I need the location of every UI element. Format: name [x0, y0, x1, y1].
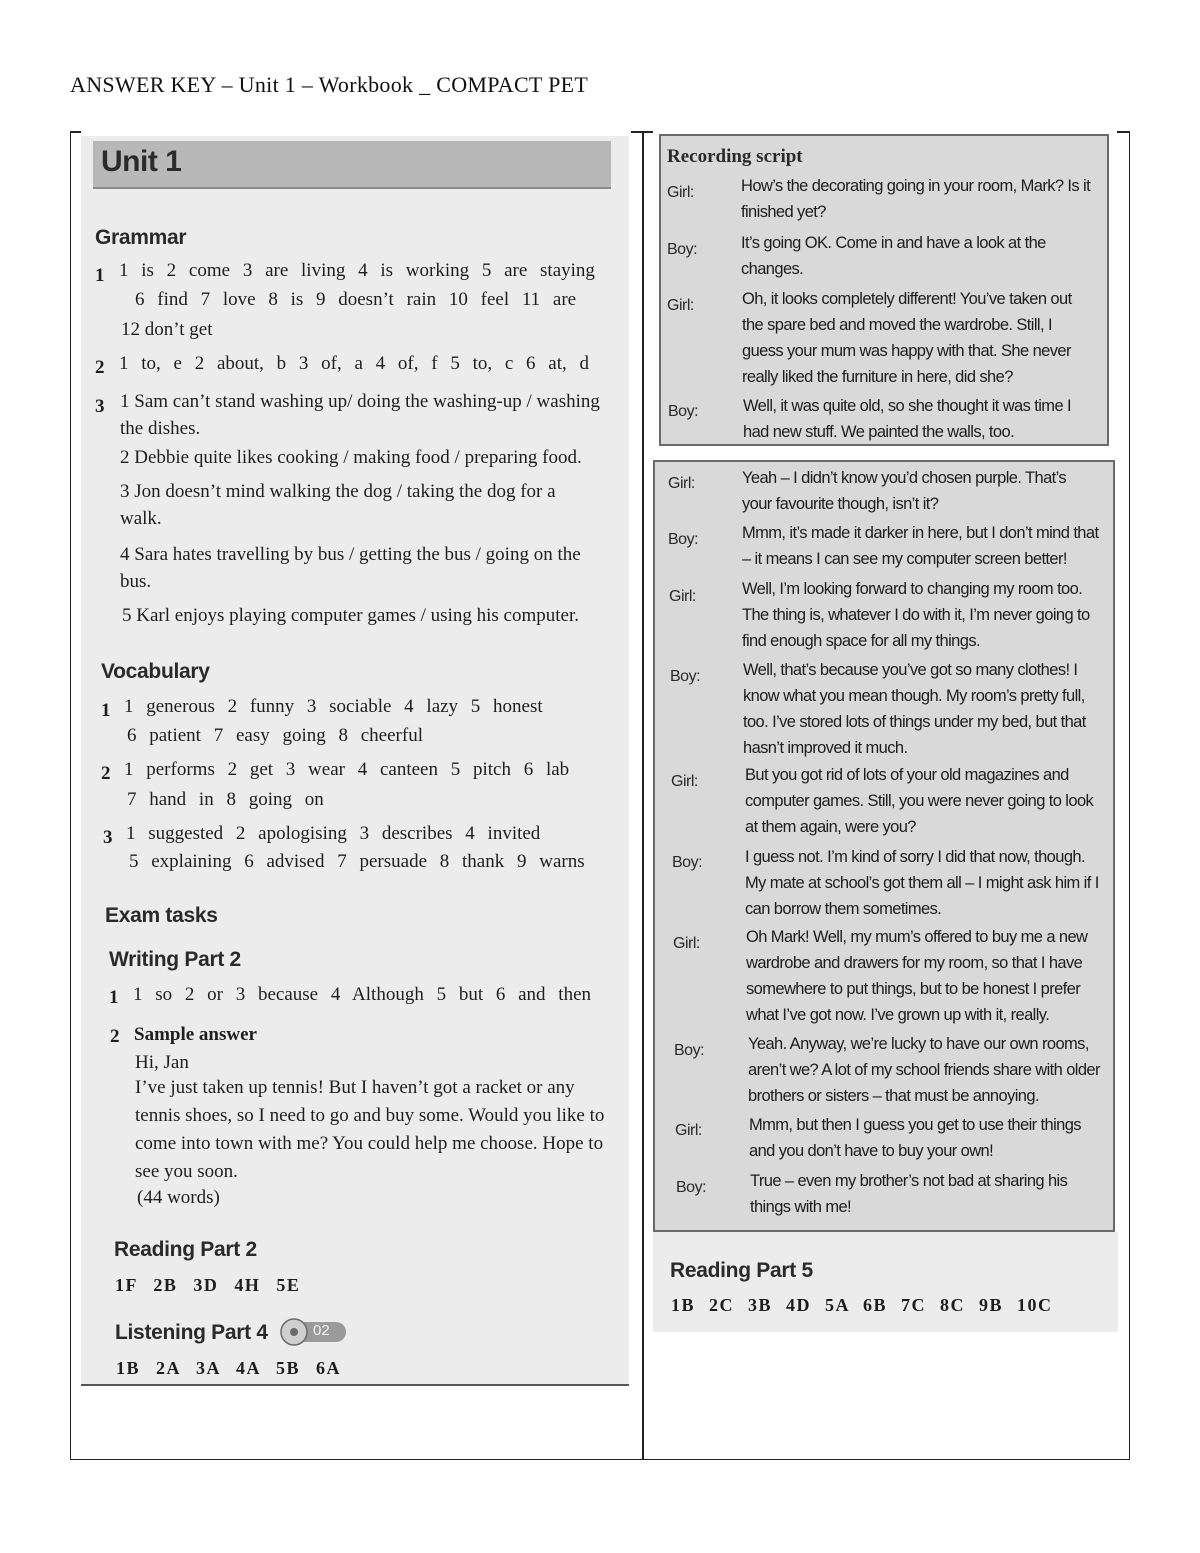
writing-part2-heading: Writing Part 2 [109, 948, 241, 971]
script-line: Well, I’m looking forward to changing my room too. The thing is, whatever I do with it, I’m never going to find enough space for all my things. [742, 580, 1090, 650]
script-line: Oh, it looks completely different! You’ve taken out the spare bed and moved the wardrobe. Still, I guess your mum was happy with that. She never really liked the furniture in here, did she? [742, 290, 1072, 386]
unit-title: Unit 1 [101, 145, 182, 178]
vocab-q1-line2: 6 patient 7 easy going 8 cheerful [127, 725, 423, 746]
sample-greeting: Hi, Jan [135, 1052, 189, 1073]
page-title: ANSWER KEY – Unit 1 – Workbook _ COMPACT PET [70, 72, 589, 97]
script-speaker: Girl: [671, 773, 698, 790]
grammar-q1-number: 1 [95, 265, 105, 286]
reading-part2-answers: 1F 2B 3D 4H 5E [115, 1275, 301, 1295]
grammar-q1-line1: 1 is 2 come 3 are living 4 is working 5 are staying [119, 260, 595, 281]
reading-part5-answers: 1B 2C 3B 4D 5A 6B 7C 8C 9B 10C [671, 1295, 1053, 1315]
grammar-q3-number: 3 [95, 396, 105, 417]
vocab-q2-line2: 7 hand in 8 going on [127, 789, 324, 810]
vocab-q1-line1: 1 generous 2 funny 3 sociable 4 lazy 5 honest [124, 696, 543, 717]
unit-header [93, 141, 611, 189]
script-line: How’s the decorating going in your room, Mark? Is it finished yet? [741, 177, 1091, 221]
grammar-q3-item2: 2 Debbie quite likes cooking / making food / preparing food. [120, 447, 582, 468]
script-speaker: Boy: [676, 1179, 707, 1196]
grammar-q3-item3: 3 Jon doesn’t mind walking the dog / taking the dog for a walk. [120, 481, 556, 529]
script-line: I guess not. I’m kind of sorry I did that now, though. My mate at school’s got them all – I might ask him if I can borrow them sometimes. [745, 848, 1099, 918]
script-speaker: Boy: [668, 403, 699, 420]
script-line: True – even my brother’s not bad at sharing his things with me! [750, 1172, 1068, 1216]
listening-part4-heading: Listening Part 4 [115, 1321, 268, 1344]
script-speaker: Girl: [667, 297, 694, 314]
script-speaker: Girl: [667, 184, 694, 201]
grammar-q3-item5: 5 Karl enjoys playing computer games / using his computer. [122, 605, 579, 626]
recording-script-title: Recording script [667, 146, 803, 167]
script-speaker: Girl: [669, 588, 696, 605]
script-speaker: Boy: [668, 531, 699, 548]
script-speaker: Boy: [670, 668, 701, 685]
column-divider [642, 131, 644, 1459]
sample-word-count: (44 words) [137, 1187, 220, 1208]
listening-track-number: 02 [313, 1322, 330, 1339]
script-speaker: Boy: [674, 1042, 705, 1059]
grammar-heading: Grammar [95, 226, 187, 249]
script-line: Well, it was quite old, so she thought it was time I had new stuff. We painted the walls, too. [743, 397, 1071, 441]
script-line: Well, that’s because you’ve got so many clothes! I know what you mean though. My room’s pretty full, too. I’ve stored lots of things under my bed, but that hasn’t improved it much. [743, 661, 1086, 757]
vocab-q2-line1: 1 performs 2 get 3 wear 4 canteen 5 pitch 6 lab [124, 759, 570, 780]
script-speaker: Boy: [672, 854, 703, 871]
script-line: Mmm, it’s made it darker in here, but I don’t mind that – it means I can see my computer screen better! [742, 524, 1099, 568]
writing-q2-number: 2 [110, 1026, 120, 1047]
script-line: It’s going OK. Come in and have a look at the changes. [741, 234, 1046, 278]
grammar-q3-item1: 1 Sam can’t stand washing up/ doing the washing-up / washing the dishes. [120, 391, 600, 439]
sample-answer-body: I’ve just taken up tennis! But I haven’t got a racket or any tennis shoes, so I need to go and buy some. Would you like to come into town with me? You could help me choose. Hope to see you soon. [135, 1077, 605, 1182]
script-speaker: Boy: [667, 241, 698, 258]
script-line: Oh Mark! Well, my mum’s offered to buy me a new wardrobe and drawers for my room, so that I have somewhere to put things, but to be honest I prefer what I’ve got now. I’ve grown up with it, really. [746, 928, 1088, 1024]
grammar-q2-line1: 1 to, e 2 about, b 3 of, a 4 of, f 5 to, c 6 at, d [119, 353, 590, 374]
exam-tasks-heading: Exam tasks [105, 904, 218, 927]
sample-answer-label: Sample answer [134, 1024, 257, 1045]
grammar-q2-number: 2 [95, 357, 105, 378]
reading-part5-heading: Reading Part 5 [670, 1259, 813, 1282]
vocab-q2-number: 2 [101, 763, 111, 784]
script-speaker: Girl: [673, 935, 700, 952]
script-speaker: Girl: [675, 1122, 702, 1139]
writing-q1-number: 1 [109, 987, 119, 1008]
script-line: Mmm, but then I guess you get to use their things and you don’t have to buy your own! [749, 1116, 1081, 1160]
script-line: Yeah – I didn’t know you’d chosen purple. That’s your favourite though, isn’t it? [742, 469, 1067, 513]
grammar-q1-line3: 12 don’t get [121, 319, 213, 340]
vocab-q1-number: 1 [101, 700, 111, 721]
grammar-q1-line2: 6 find 7 love 8 is 9 doesn’t rain 10 feel 11 are [135, 289, 577, 310]
vocabulary-heading: Vocabulary [101, 660, 210, 683]
script-line: But you got rid of lots of your old magazines and computer games. Still, you were never going to look at them again, were you? [745, 766, 1094, 836]
reading-part2-heading: Reading Part 2 [114, 1238, 257, 1261]
vocab-q3-number: 3 [103, 827, 113, 848]
grammar-q3-item4: 4 Sara hates travelling by bus / getting the bus / going on the bus. [120, 544, 581, 592]
script-speaker: Girl: [668, 475, 695, 492]
vocab-q3-line1: 1 suggested 2 apologising 3 describes 4 invited [126, 823, 541, 844]
script-line: Yeah. Anyway, we’re lucky to have our own rooms, aren’t we? A lot of my school friends share with older brothers or sisters – that must be annoying. [748, 1035, 1100, 1105]
listening-part4-answers: 1B 2A 3A 4A 5B 6A [116, 1358, 342, 1378]
vocab-q3-line2: 5 explaining 6 advised 7 persuade 8 thank 9 warns [129, 851, 585, 872]
writing-q1-line: 1 so 2 or 3 because 4 Although 5 but 6 and then [133, 984, 592, 1005]
